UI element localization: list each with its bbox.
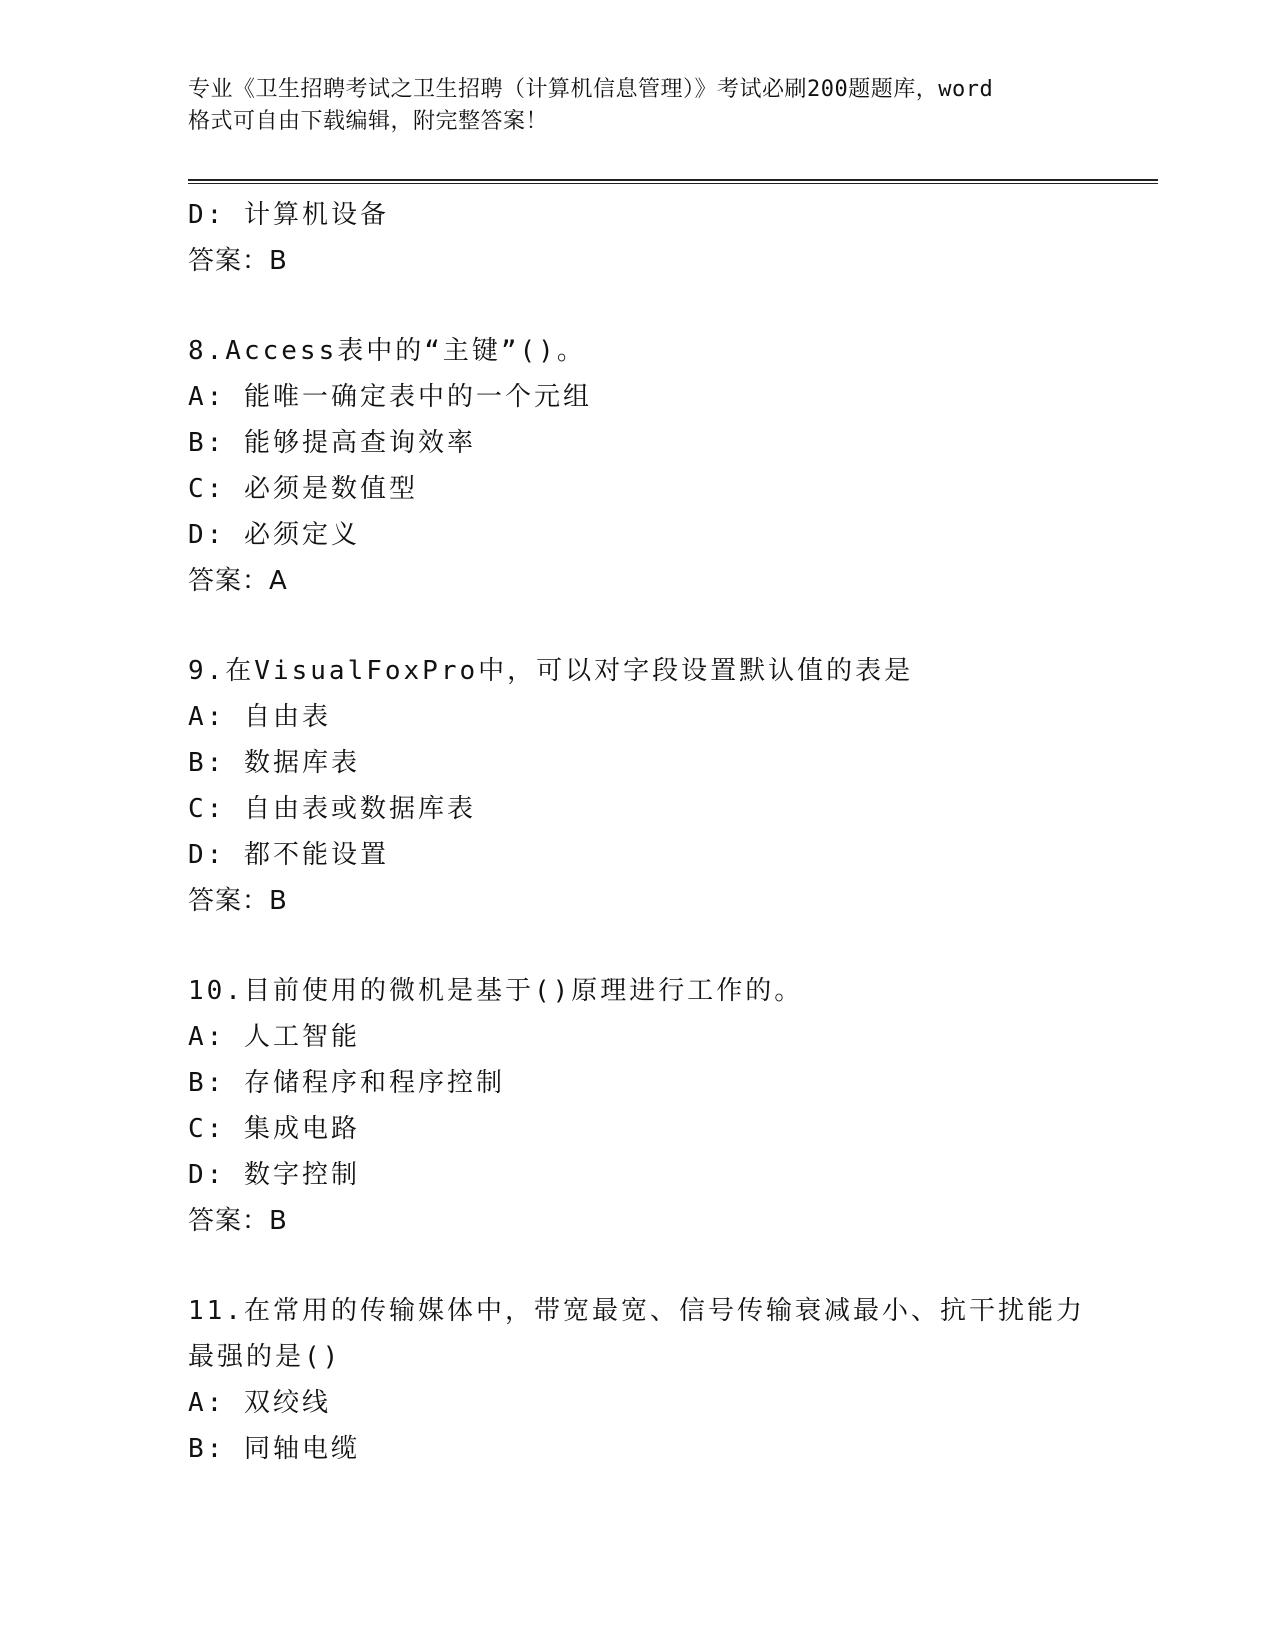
header-divider xyxy=(188,179,1158,184)
option-c: C: 集成电路 xyxy=(188,1114,360,1144)
option-d: D: 数字控制 xyxy=(188,1160,360,1190)
option-a: A: 能唯一确定表中的一个元组 xyxy=(188,382,592,412)
option-b: B: 能够提高查询效率 xyxy=(188,428,476,458)
option-b: B: 数据库表 xyxy=(188,748,360,778)
option-b: B: 存储程序和程序控制 xyxy=(188,1068,505,1098)
answer-line: 答案：B xyxy=(188,246,288,276)
option-d: D: 计算机设备 xyxy=(188,200,389,230)
question-stem: 10.目前使用的微机是基于()原理进行工作的。 xyxy=(188,976,804,1006)
header-title-line-1: 专业《卫生招聘考试之卫生招聘（计算机信息管理）》考试必刷200题题库，word xyxy=(188,77,994,102)
question-8 xyxy=(188,328,1088,604)
question-stem: 9.在VisualFoxPro中，可以对字段设置默认值的表是 xyxy=(188,656,914,686)
document-body xyxy=(188,192,1088,1472)
question-stem: 8.Access表中的“主键”()。 xyxy=(188,336,586,366)
question-9 xyxy=(188,648,1088,924)
option-d: D: 都不能设置 xyxy=(188,840,389,870)
option-d: D: 必须定义 xyxy=(188,520,360,550)
answer-line: 答案：B xyxy=(188,886,288,916)
answer-line: 答案：A xyxy=(188,566,288,596)
document-header xyxy=(188,74,1088,138)
option-c: C: 必须是数值型 xyxy=(188,474,418,504)
answer-line: 答案：B xyxy=(188,1206,288,1236)
option-a: A: 自由表 xyxy=(188,702,331,732)
question-7-continued xyxy=(188,192,1088,284)
question-stem-line-2: 最强的是() xyxy=(188,1342,342,1372)
question-11 xyxy=(188,1288,1088,1472)
option-c: C: 自由表或数据库表 xyxy=(188,794,476,824)
option-a: A: 人工智能 xyxy=(188,1022,360,1052)
option-a: A: 双绞线 xyxy=(188,1388,331,1418)
option-b: B: 同轴电缆 xyxy=(188,1434,360,1464)
question-stem-line-1: 11.在常用的传输媒体中，带宽最宽、信号传输衰减最小、抗干扰能力 xyxy=(188,1296,1085,1326)
header-title-line-2: 格式可自由下载编辑，附完整答案！ xyxy=(188,109,549,134)
question-10 xyxy=(188,968,1088,1244)
